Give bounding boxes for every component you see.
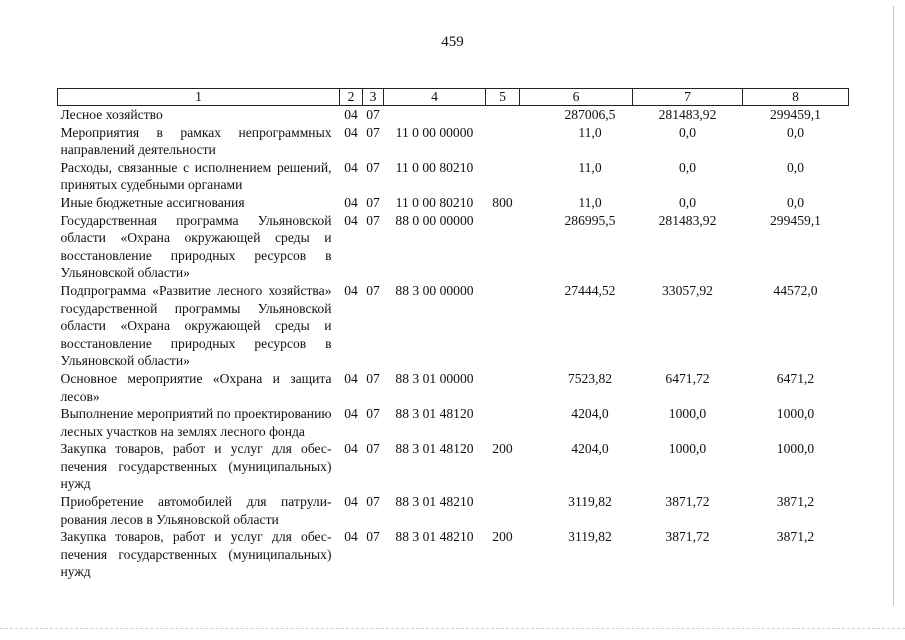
row-subsection: 07 <box>366 282 380 298</box>
header-col-1: 1 <box>58 89 340 106</box>
row-section: 04 <box>344 159 358 175</box>
row-subsection: 07 <box>366 107 380 122</box>
row-expense-type: 200 <box>492 529 513 545</box>
row-amount-col8: 6471,2 <box>776 370 815 386</box>
row-expense-type <box>486 106 520 124</box>
row-section: 04 <box>344 212 358 228</box>
row-target-article: 11 0 00 80210 <box>395 159 474 175</box>
header-col-2: 2 <box>340 89 363 106</box>
row-expense-type <box>486 370 520 405</box>
table-row <box>58 212 849 282</box>
header-col-7: 7 <box>633 89 743 106</box>
row-name: Закупка товаров, работ и услуг для обеспечения государственных (муниципальных) нужд <box>60 441 332 492</box>
row-section: 04 <box>344 107 358 122</box>
row-section: 04 <box>344 529 358 545</box>
row-amount-col8: 0,0 <box>787 124 804 140</box>
row-amount-col7: 281483,92 <box>658 107 717 122</box>
table-row <box>58 194 849 212</box>
row-subsection: 07 <box>366 159 380 175</box>
row-amount-col8: 1000,0 <box>776 441 815 457</box>
row-target-article: 88 3 01 48120 <box>395 406 474 422</box>
page-number: 459 <box>441 34 464 50</box>
row-amount-col6: 4204,0 <box>571 406 609 422</box>
table-row <box>58 528 849 581</box>
row-name: Иные бюджетные ассигнования <box>60 194 245 210</box>
scan-edge-right <box>893 6 894 606</box>
row-amount-col7: 0,0 <box>679 159 696 175</box>
row-section: 04 <box>344 494 358 510</box>
row-subsection: 07 <box>366 529 380 545</box>
row-section: 04 <box>344 441 358 457</box>
row-section: 04 <box>344 282 358 298</box>
row-target-article: 11 0 00 80210 <box>395 194 474 210</box>
header-col-3: 3 <box>363 89 384 106</box>
table-row <box>58 282 849 370</box>
row-target-article: 88 3 01 00000 <box>395 370 474 386</box>
row-amount-col8: 3871,2 <box>776 494 815 510</box>
budget-table <box>57 88 849 581</box>
table-row <box>58 493 849 528</box>
table-row <box>58 106 849 124</box>
row-subsection: 07 <box>366 441 380 457</box>
row-amount-col7: 281483,92 <box>658 212 717 228</box>
row-target-article: 11 0 00 00000 <box>395 124 474 140</box>
table-row <box>58 159 849 194</box>
row-amount-col7: 0,0 <box>679 194 696 210</box>
row-amount-col7: 1000,0 <box>668 406 707 422</box>
row-name: Выполнение мероприятий по проектированию лесных участков на землях лесного фонда <box>60 406 332 439</box>
row-amount-col7: 3871,72 <box>665 494 710 510</box>
row-subsection: 07 <box>366 124 380 140</box>
row-name: Государственная программа Ульяновской области «Охрана окружающей среды и восстановление природных ресурсов в Ульяновской области» <box>60 212 332 281</box>
row-subsection: 07 <box>366 494 380 510</box>
row-subsection: 07 <box>366 212 380 228</box>
table-row <box>58 124 849 159</box>
row-amount-col7: 3871,72 <box>665 529 710 545</box>
row-amount-col8: 0,0 <box>787 159 804 175</box>
table-row <box>58 370 849 405</box>
row-expense-type <box>486 282 520 370</box>
row-amount-col7: 6471,72 <box>665 370 710 386</box>
row-amount-col6: 11,0 <box>578 124 602 140</box>
row-expense-type <box>486 212 520 282</box>
row-section: 04 <box>344 124 358 140</box>
row-name: Основное мероприятие «Охрана и защита лесов» <box>60 370 332 404</box>
row-amount-col8: 0,0 <box>787 194 804 210</box>
row-amount-col6: 286995,5 <box>564 212 616 228</box>
row-target-article: 88 3 01 48210 <box>395 529 474 545</box>
row-expense-type <box>486 493 520 528</box>
row-target-article <box>384 106 486 124</box>
row-target-article: 88 3 00 00000 <box>395 282 474 298</box>
row-section: 04 <box>344 194 358 210</box>
row-amount-col6: 3119,82 <box>568 529 612 545</box>
table-row <box>58 440 849 493</box>
row-section: 04 <box>344 406 358 422</box>
row-name: Лесное хозяйство <box>60 107 163 122</box>
row-expense-type: 200 <box>492 441 513 457</box>
header-col-5: 5 <box>486 89 520 106</box>
table-header-row <box>58 89 849 106</box>
header-col-6: 6 <box>520 89 633 106</box>
row-amount-col7: 1000,0 <box>668 441 707 457</box>
row-name: Расходы, связанные с исполнением решений, принятых судебными органами <box>60 159 332 193</box>
row-target-article: 88 0 00 00000 <box>395 212 474 228</box>
header-col-4: 4 <box>384 89 486 106</box>
row-amount-col6: 11,0 <box>578 194 602 210</box>
row-name: Мероприятия в рамках непрограммных направлений деятельности <box>60 124 332 158</box>
row-name: Закупка товаров, работ и услуг для обеспечения государственных (муниципальных) нужд <box>60 529 332 580</box>
header-col-8: 8 <box>743 89 849 106</box>
row-amount-col8: 299459,1 <box>770 107 821 122</box>
row-name: Подпрограмма «Развитие лесного хозяйства» государственной программы Ульяновской области «Охрана окружающей среды и восстановление природных ресурсов в Ульяновской области» <box>60 282 332 369</box>
row-amount-col6: 7523,82 <box>567 370 613 386</box>
row-amount-col6: 27444,52 <box>564 282 616 298</box>
row-amount-col6: 287006,5 <box>564 107 616 122</box>
row-amount-col6: 3119,82 <box>568 494 612 510</box>
row-amount-col7: 33057,92 <box>662 282 713 298</box>
row-amount-col8: 299459,1 <box>770 212 821 228</box>
row-amount-col8: 3871,2 <box>776 529 815 545</box>
row-expense-type <box>486 405 520 440</box>
row-amount-col6: 11,0 <box>578 159 602 175</box>
scan-edge-bottom <box>0 628 905 629</box>
row-amount-col6: 4204,0 <box>571 441 609 457</box>
row-amount-col8: 44572,0 <box>773 282 818 298</box>
row-section: 04 <box>344 370 358 386</box>
row-subsection: 07 <box>366 194 380 210</box>
row-subsection: 07 <box>366 406 380 422</box>
row-target-article: 88 3 01 48210 <box>395 494 474 510</box>
row-subsection: 07 <box>366 370 380 386</box>
row-expense-type <box>486 124 520 159</box>
row-amount-col8: 1000,0 <box>776 406 815 422</box>
row-name: Приобретение автомобилей для патрулирования лесов в Ульяновской области <box>60 494 332 527</box>
row-amount-col7: 0,0 <box>679 124 696 140</box>
row-target-article: 88 3 01 48120 <box>395 441 474 457</box>
table-row <box>58 405 849 440</box>
row-expense-type <box>486 159 520 194</box>
row-expense-type: 800 <box>492 194 513 210</box>
